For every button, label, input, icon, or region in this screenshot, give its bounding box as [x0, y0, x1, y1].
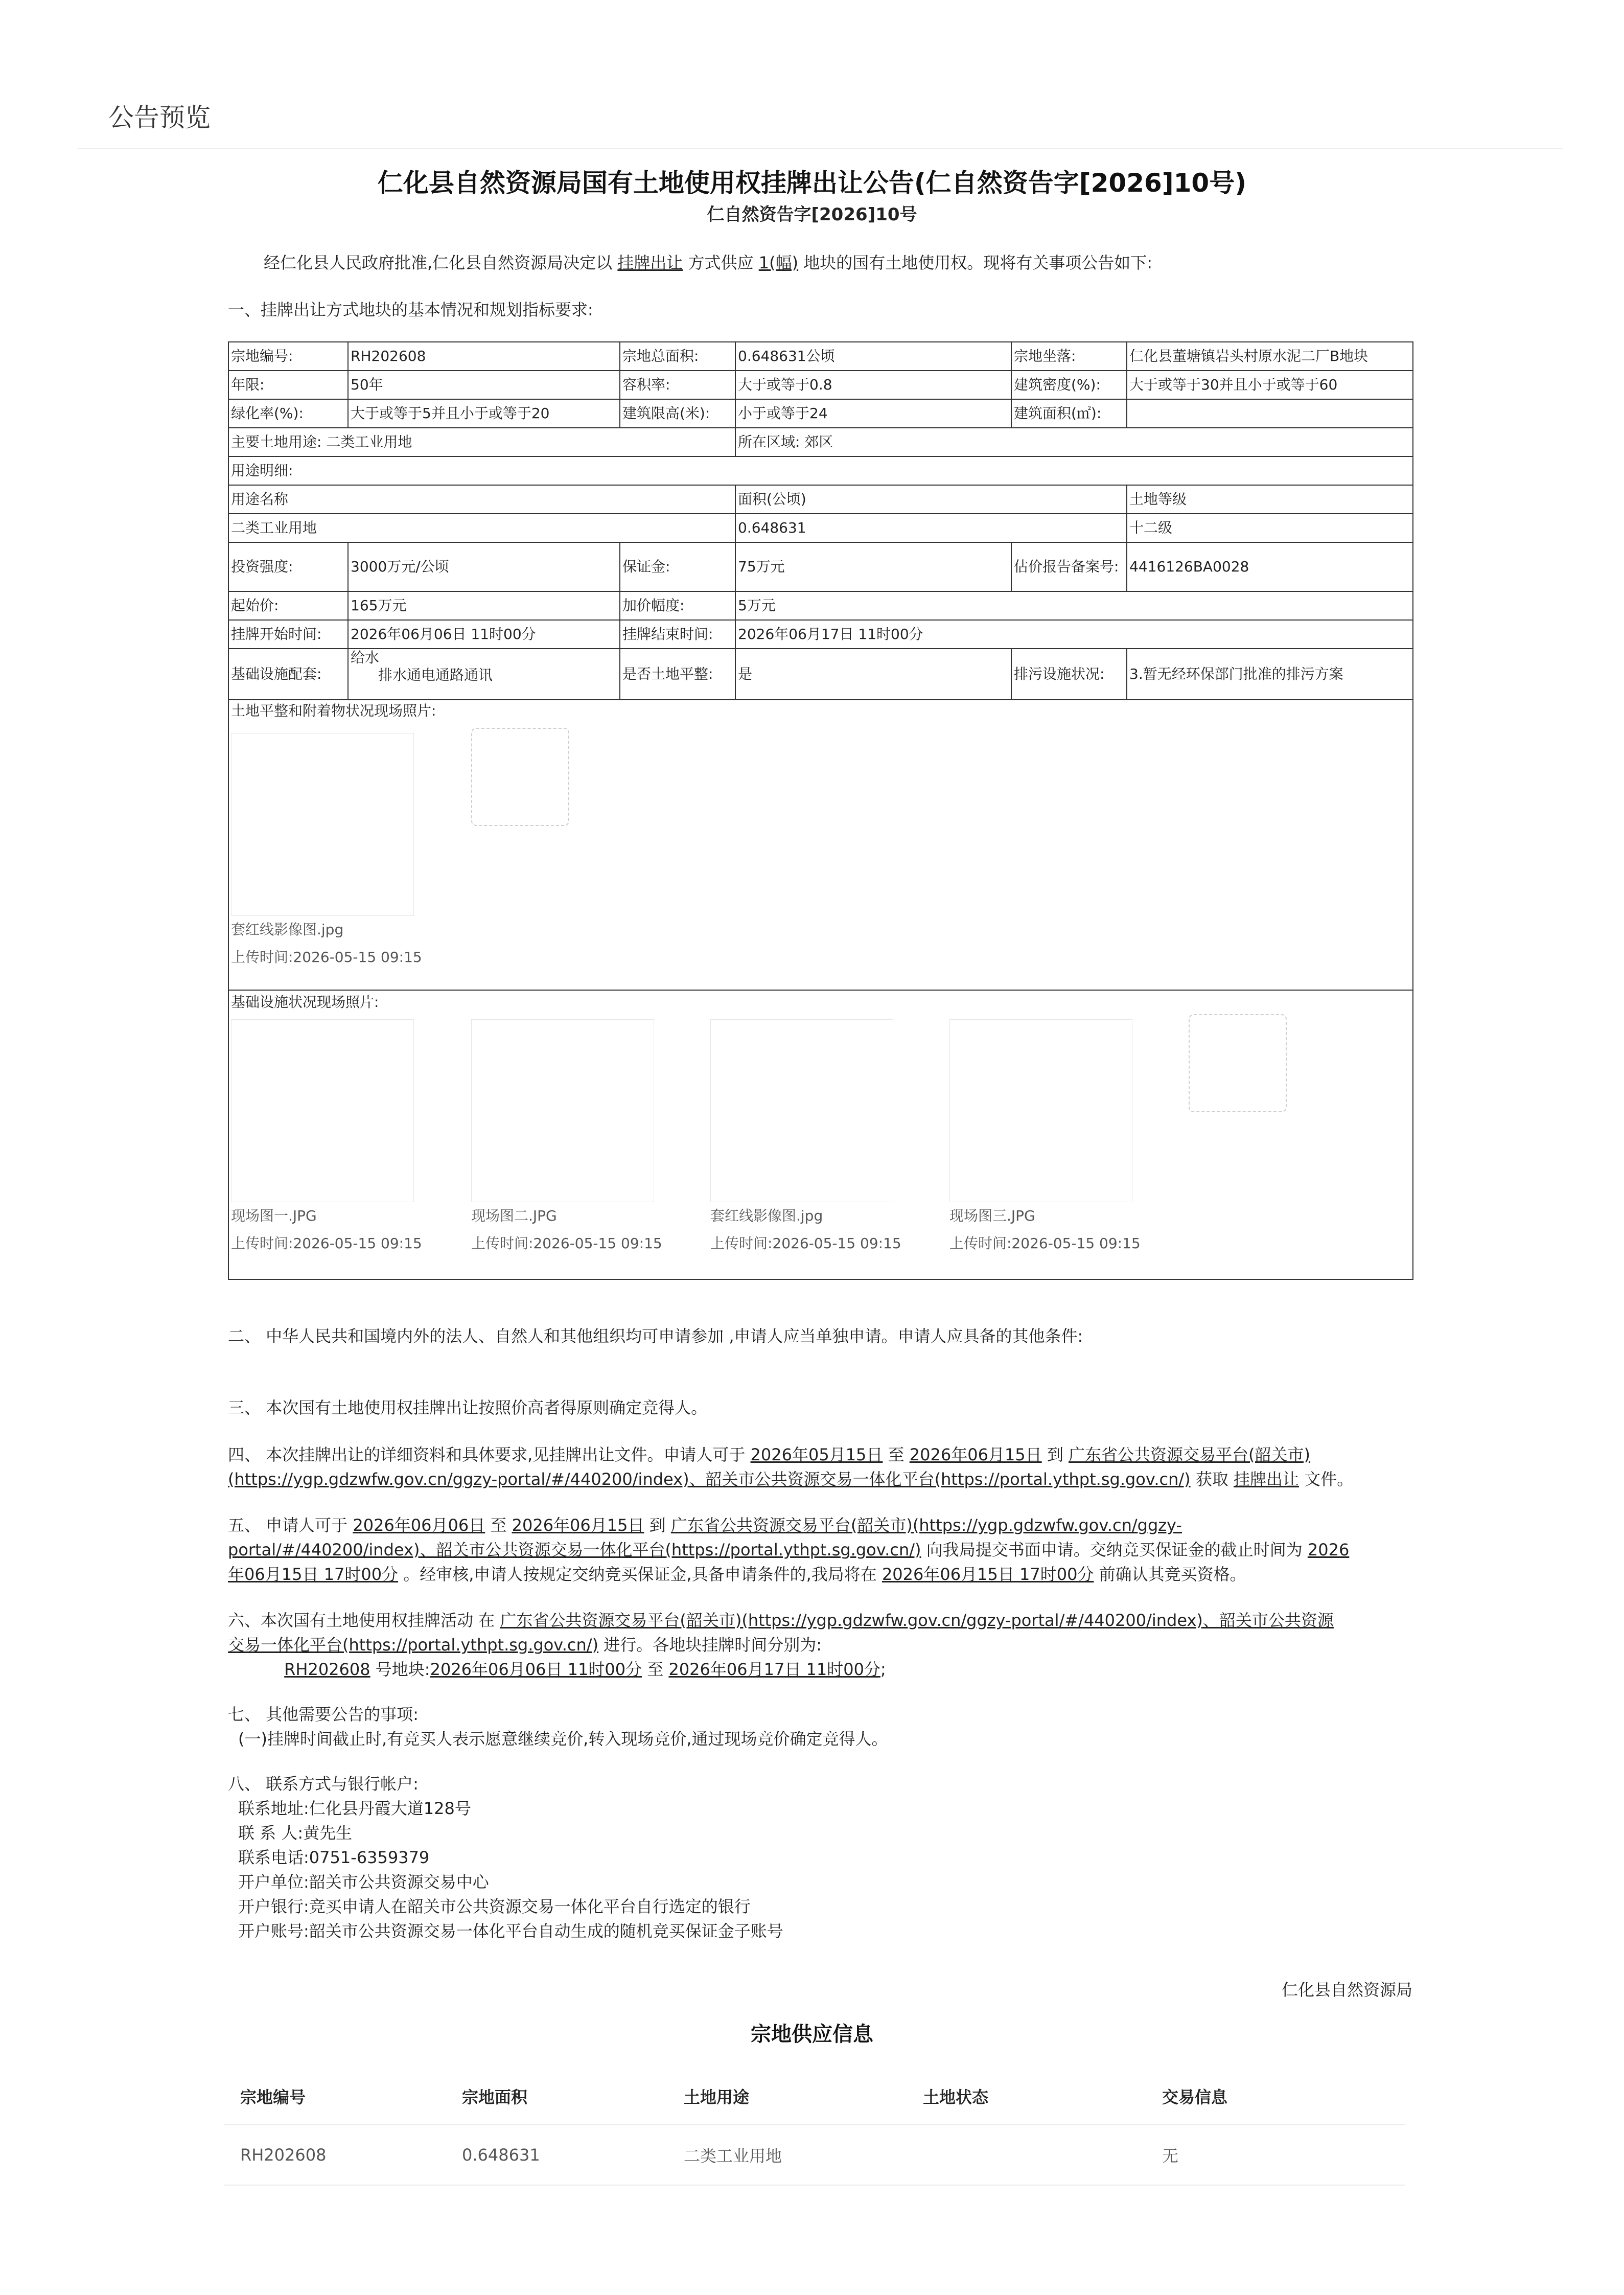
section-1-heading: 一、挂牌出让方式地块的基本情况和规划指标要求: [228, 300, 593, 319]
contact-phone: 联系电话:0751-6359379 [238, 1848, 430, 1867]
page-header-title: 公告预览 [108, 103, 211, 132]
label-photos-land: 土地平整和附着物状况现场照片: [231, 702, 436, 719]
value-green: 大于或等于5并且小于或等于20 [348, 399, 620, 428]
account-number: 开户账号:韶关市公共资源交易一体化平台自动生成的随机竞买保证金子账号 [238, 1921, 783, 1941]
supply-cell-status [907, 2125, 1146, 2185]
supply-header-row [224, 2068, 1405, 2125]
supply-header-code: 宗地编号 [224, 2068, 446, 2125]
region-cell [735, 428, 1413, 456]
upload-placeholder[interactable] [471, 728, 569, 826]
value-report: 4416126BA0028 [1127, 542, 1413, 591]
photo-thumbnail[interactable] [949, 1019, 1132, 1202]
land-info-table [228, 341, 1413, 1280]
label-location: 宗地坐落: [1011, 342, 1127, 371]
contact-address: 联系地址:仁化县丹霞大道128号 [238, 1799, 471, 1818]
section-7-item-1: (一)挂牌时间截止时,有竞买人表示愿意继续竞价,转入现场竞价,通过现场竞价确定竞得人。 [238, 1729, 888, 1749]
label-leveled: 是否土地平整: [620, 649, 735, 700]
issuer-signature: 仁化县自然资源局 [1281, 1980, 1412, 2000]
label-far: 容积率: [620, 371, 735, 399]
supply-title: 宗地供应信息 [751, 2023, 873, 2046]
label-region: 所在区域: [738, 433, 800, 450]
photo-filename[interactable]: 现场图二.JPG [471, 1207, 557, 1224]
value-grade: 十二级 [1127, 514, 1413, 542]
account-unit: 开户单位:韶关市公共资源交易中心 [238, 1872, 489, 1892]
s5-deposit-deadline: 年06月15日 17时00分 [228, 1565, 399, 1584]
value-infra [348, 649, 620, 700]
label-end-time: 挂牌结束时间: [620, 620, 735, 649]
value-use-name: 二类工业用地 [228, 514, 735, 542]
value-far: 大于或等于0.8 [735, 371, 1011, 399]
photo-upload-time: 上传时间:2026-05-15 09:15 [471, 1235, 662, 1252]
s6-parcel-code: RH202608 [284, 1660, 370, 1679]
main-use-cell [228, 428, 735, 456]
upload-placeholder[interactable] [1189, 1014, 1287, 1112]
label-sewage: 排污设施状况: [1011, 649, 1127, 700]
intro-count: 1(幅) [758, 253, 799, 272]
section-3: 三、 本次国有土地使用权挂牌出让按照价高者得原则确定竞得人。 [228, 1398, 708, 1417]
contact-person: 联 系 人:黄先生 [238, 1823, 353, 1843]
supply-cell-code: RH202608 [224, 2125, 446, 2185]
section-6: 六、本次国有土地使用权挂牌活动 在 广东省公共资源交易平台(韶关市)(https://ygp.gdzwfw.gov.cn/ggzy-portal/#/440200/index)、韶关市公共资源 交易一体化平台(https://portal.ythpt.sg.gov.cn/) 进行。各地块挂牌时间分别为: RH202608 号地块:2026年06月06日 11时00分 至 2026年06月17日 11时00分; [228, 1611, 1334, 1679]
supply-header-status: 土地状态 [907, 2068, 1146, 2125]
s4-date-from: 2026年05月15日 [750, 1445, 883, 1464]
value-use: 二类工业用地 [326, 433, 412, 450]
photos-infra-cell [228, 990, 1413, 1279]
supply-cell-area: 0.648631 [446, 2125, 667, 2185]
photo-filename[interactable]: 套红线影像图.jpg [231, 921, 344, 938]
header-grade: 土地等级 [1127, 485, 1413, 514]
value-height: 小于或等于24 [735, 399, 1011, 428]
photo-upload-time: 上传时间:2026-05-15 09:15 [710, 1235, 901, 1252]
value-increment: 5万元 [735, 591, 1413, 620]
photo-filename[interactable]: 现场图一.JPG [231, 1207, 317, 1224]
account-bank: 开户银行:竞买申请人在韶关市公共资源交易一体化平台自行选定的银行 [238, 1897, 751, 1916]
s6-begin-time: 2026年06月06日 11时00分 [430, 1660, 642, 1679]
value-area: 0.648631公顷 [735, 342, 1011, 371]
value-region: 郊区 [804, 433, 833, 450]
s5-deposit-deadline-year: 2026 [1307, 1540, 1350, 1559]
section-8: 八、 联系方式与银行帐户: [228, 1774, 419, 1794]
supply-table [224, 2068, 1405, 2186]
label-area: 宗地总面积: [620, 342, 735, 371]
photo-thumbnail[interactable] [231, 733, 414, 916]
page-header [78, 77, 1563, 149]
value-code: RH202608 [348, 342, 620, 371]
intro-method: 挂牌出让 [617, 253, 683, 272]
value-location: 仁化县董塘镇岩头村原水泥二厂B地块 [1127, 342, 1413, 371]
photo-upload-time: 上传时间:2026-05-15 09:15 [949, 1235, 1141, 1252]
photo-upload-time: 上传时间:2026-05-15 09:15 [231, 949, 422, 966]
value-invest: 3000万元/公顷 [348, 542, 620, 591]
value-begin-time: 2026年06月06日 11时00分 [348, 620, 620, 649]
section-5: 五、 申请人可于 2026年06月06日 至 2026年06月15日 到 广东省公共资源交易平台(韶关市)(https://ygp.gdzwfw.gov.cn/ggzy- portal/#/440200/index)、韶关市公共资源交易一体化平台(https://portal.ythpt.sg.gov.cn/) 向我局提交书面申请。交纳竞买保证金的截止时间为 2026 年06月15日 17时00分 。经审核,申请人按规定交纳竞买保证金,具备申请条件的,我局将在 2026年06月15日 17时00分 前确认其竞买资格。 [228, 1516, 1350, 1584]
value-building-area [1127, 399, 1413, 428]
value-end-time: 2026年06月17日 11时00分 [735, 620, 1413, 649]
s5-platform-urls[interactable]: portal/#/440200/index)、韶关市公共资源交易一体化平台(https://portal.ythpt.sg.gov.cn/) [228, 1540, 921, 1559]
table-row [224, 2125, 1405, 2185]
s4-method: 挂牌出让 [1234, 1470, 1300, 1489]
header-use-name: 用途名称 [228, 485, 735, 514]
s4-platform-urls[interactable]: (https://ygp.gdzwfw.gov.cn/ggzy-portal/#/440200/index)、韶关市公共资源交易一体化平台(https://portal.ythpt.sg.gov.cn/) [228, 1470, 1191, 1489]
label-building-area: 建筑面积(㎡): [1011, 399, 1127, 428]
label-deposit: 保证金: [620, 542, 735, 591]
label-term: 年限: [228, 371, 348, 399]
infra-line-2: 排水通电通路通讯 [378, 667, 493, 683]
label-green: 绿化率(%): [228, 399, 348, 428]
label-density: 建筑密度(%): [1011, 371, 1127, 399]
supply-cell-use: 二类工业用地 [667, 2125, 907, 2185]
photo-thumbnail[interactable] [231, 1019, 414, 1202]
supply-cell-trade: 无 [1146, 2125, 1405, 2185]
label-use: 主要土地用途: [231, 433, 322, 450]
value-density: 大于或等于30并且小于或等于60 [1127, 371, 1413, 399]
value-use-area: 0.648631 [735, 514, 1127, 542]
s6-platform-urls[interactable]: 交易一体化平台(https://portal.ythpt.sg.gov.cn/) [228, 1635, 599, 1655]
intro-paragraph: 经仁化县人民政府批准,仁化县自然资源局决定以 挂牌出让 方式供应 1(幅) 地块的国有土地使用权。现将有关事项公告如下: [264, 253, 1153, 272]
label-increment: 加价幅度: [620, 591, 735, 620]
label-photos-infra: 基础设施状况现场照片: [231, 994, 379, 1011]
section-4: 四、 本次挂牌出让的详细资料和具体要求,见挂牌出让文件。申请人可于 2026年05月15日 至 2026年06月15日 到 广东省公共资源交易平台(韶关市) (https://ygp.gdzwfw.gov.cn/ggzy-portal/#/440200/index)、韶关市公共资源交易一体化平台(https://portal.ythpt.sg.gov.cn/) 获取 挂牌出让 文件。 [228, 1445, 1354, 1489]
photo-thumbnail[interactable] [710, 1019, 893, 1202]
notice-title: 仁化县自然资源局国有土地使用权挂牌出让公告(仁自然资告字[2026]10号) [377, 168, 1247, 198]
label-invest: 投资强度: [228, 542, 348, 591]
s5-date-to: 2026年06月15日 [512, 1516, 644, 1535]
s5-platform-link[interactable]: 广东省公共资源交易平台(韶关市)(https://ygp.gdzwfw.gov.cn/ggzy- [670, 1516, 1182, 1535]
value-deposit: 75万元 [735, 542, 1011, 591]
notice-number: 仁自然资告字[2026]10号 [707, 204, 917, 225]
s5-date-from: 2026年06月06日 [353, 1516, 485, 1535]
label-begin-time: 挂牌开始时间: [228, 620, 348, 649]
section-7: 七、 其他需要公告的事项: [228, 1705, 419, 1724]
photo-filename[interactable]: 套红线影像图.jpg [710, 1207, 823, 1224]
s6-platform-link[interactable]: 广东省公共资源交易平台(韶关市)(https://ygp.gdzwfw.gov.cn/ggzy-portal/#/440200/index)、韶关市公共资源 [500, 1611, 1334, 1630]
value-sewage: 3.暂无经环保部门批准的排污方案 [1127, 649, 1413, 700]
label-report: 估价报告备案号: [1011, 542, 1127, 591]
value-start-price: 165万元 [348, 591, 620, 620]
s6-end-time: 2026年06月17日 11时00分 [668, 1660, 880, 1679]
photo-filename[interactable]: 现场图三.JPG [949, 1207, 1035, 1224]
header-use-area: 面积(公顷) [735, 485, 1127, 514]
label-code: 宗地编号: [228, 342, 348, 371]
section-2: 二、 中华人民共和国境内外的法人、自然人和其他组织均可申请参加 ,申请人应当单独申请。申请人应具备的其他条件: [228, 1326, 1083, 1346]
value-leveled: 是 [735, 649, 1011, 700]
value-term: 50年 [348, 371, 620, 399]
label-use-detail: 用途明细: [228, 456, 1413, 485]
label-start-price: 起始价: [228, 591, 348, 620]
photos-land-cell [228, 700, 1413, 990]
supply-header-area: 宗地面积 [446, 2068, 667, 2125]
photo-thumbnail[interactable] [471, 1019, 654, 1202]
s5-confirm-time: 2026年06月15日 17时00分 [881, 1565, 1094, 1584]
supply-header-trade: 交易信息 [1146, 2068, 1405, 2125]
photo-upload-time: 上传时间:2026-05-15 09:15 [231, 1235, 422, 1252]
s4-date-to: 2026年06月15日 [909, 1445, 1042, 1464]
supply-header-use: 土地用途 [667, 2068, 907, 2125]
label-height: 建筑限高(米): [620, 399, 735, 428]
s4-platform-link[interactable]: 广东省公共资源交易平台(韶关市) [1069, 1445, 1311, 1464]
infra-line-1: 给水 [351, 649, 380, 666]
label-infra: 基础设施配套: [228, 649, 348, 700]
